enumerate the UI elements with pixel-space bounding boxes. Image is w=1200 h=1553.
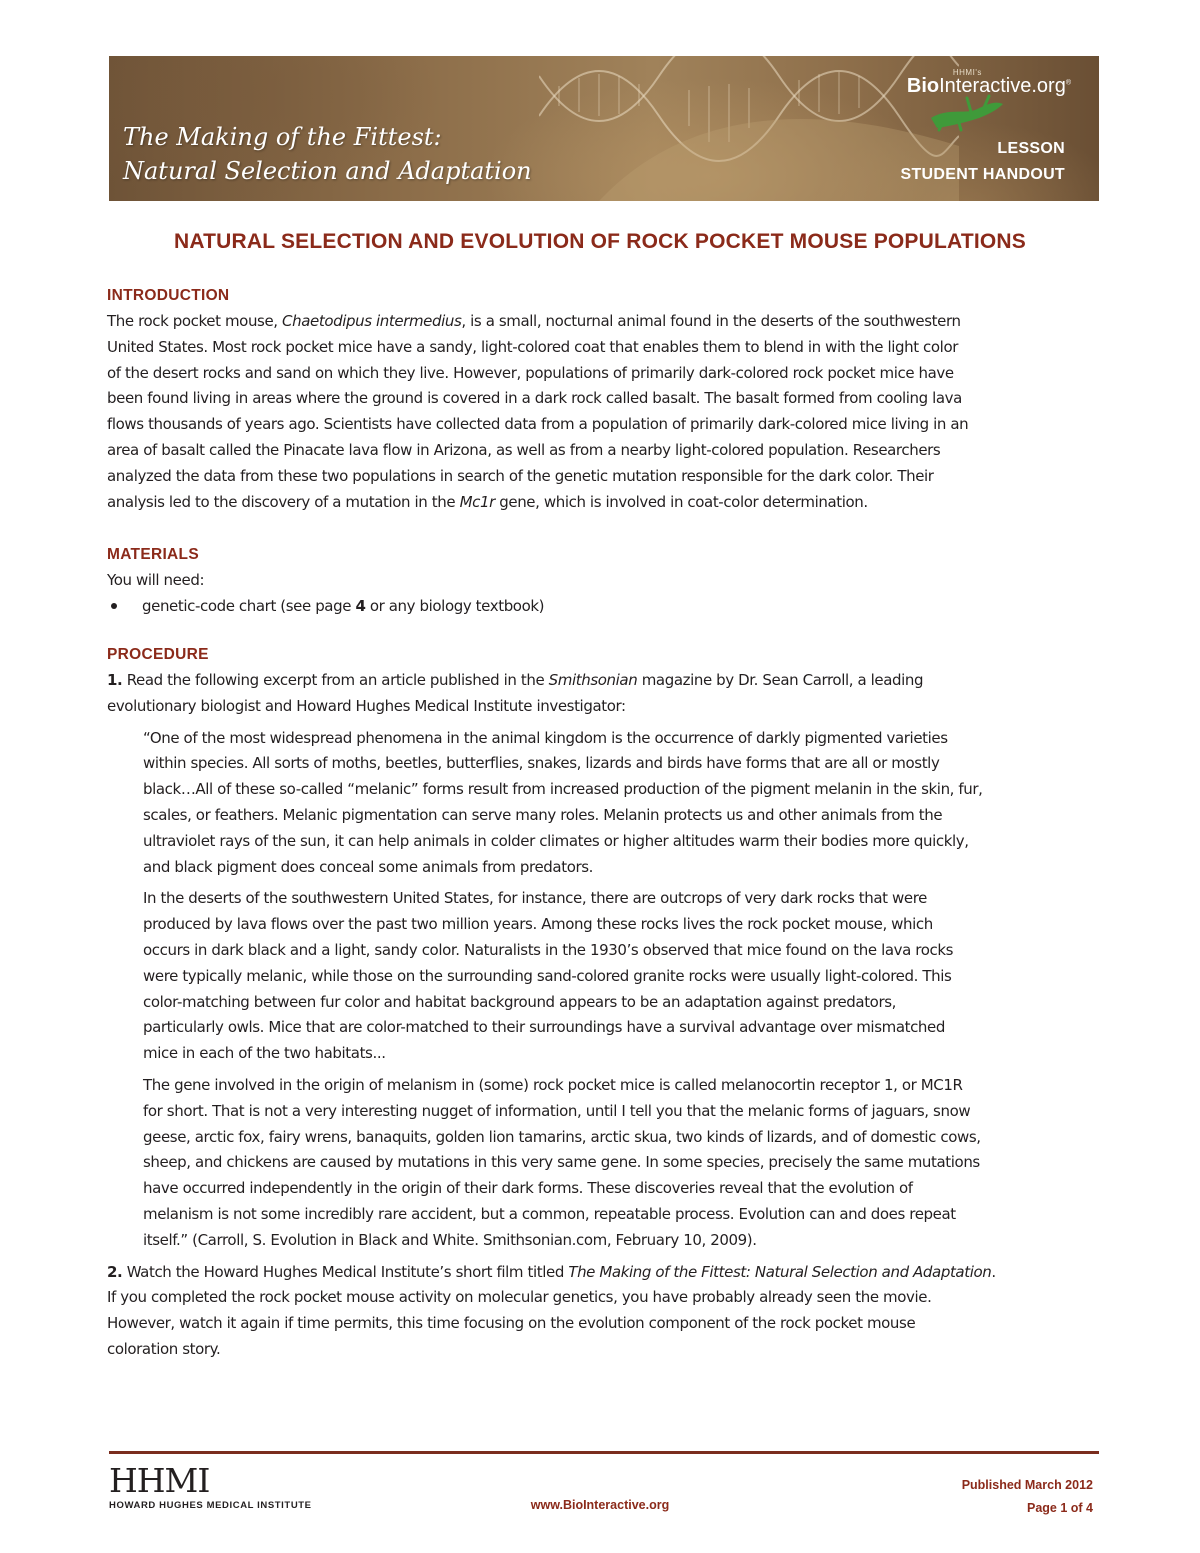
quote-line: within species. All sorts of moths, beetles, butterflies, snakes, lizards and birds have forms that are all or mostly <box>143 754 940 773</box>
intro-line: flows thousands of years ago. Scientists have collected data from a population of primarily dark-colored mice living in an <box>107 415 969 434</box>
page-number: Page 1 of 4 <box>1027 1501 1093 1515</box>
materials-paragraph <box>107 568 1099 620</box>
magazine-name: Smithsonian <box>548 671 638 689</box>
intro-line: analyzed the data from these two populations in search of the genetic mutation responsible for the dark color. Their <box>107 466 934 485</box>
banner-lesson-label <box>901 136 1066 188</box>
bullet-text: genetic-code chart (see page <box>142 596 356 615</box>
banner-title <box>123 120 532 188</box>
introduction-heading: INTRODUCTION <box>107 287 230 304</box>
quote-line: melanism is not some incredibly rare accident, but a common, repeatable process. Evolution can and does repeat <box>143 1204 956 1223</box>
step-text: Read the following excerpt from an article published in the <box>122 671 549 689</box>
step-number: 2. <box>107 1262 123 1281</box>
quote-line: geese, arctic fox, fairy wrens, banaquits, golden lion tamarins, arctic skua, two kinds of lizards, and of domestic cows, <box>143 1127 981 1146</box>
materials-need: You will need: <box>107 571 205 589</box>
film-title: The Making of the Fittest: Natural Selection and Adaptation <box>568 1262 992 1281</box>
gene-name: Mc1r <box>459 492 495 511</box>
dna-helix-graphic <box>539 56 959 201</box>
footer-divider <box>109 1451 1099 1454</box>
intro-line: area of basalt called the Pinacate lava flow in Arizona, as well as from a nearby light-colored population. Researchers <box>107 440 941 459</box>
footer-publication-info <box>962 1474 1093 1520</box>
step-line: evolutionary biologist and Howard Hughes Medical Institute investigator: <box>107 696 626 715</box>
quote-line: ultraviolet rays of the sun, it can help animals in colder climates or higher altitudes warm their bodies more quickly, <box>143 831 969 850</box>
step-line <box>107 1260 1099 1286</box>
quote-line: have occurred independently in the origin of their dark forms. These discoveries reveal that the evolution of <box>143 1179 913 1198</box>
student-handout-label: STUDENT HANDOUT <box>900 166 1065 183</box>
logo-hhmis-text: HHMI's <box>952 68 982 77</box>
step-text: Watch the Howard Hughes Medical Institute’s short film titled <box>122 1262 569 1281</box>
step-line: However, watch it again if time permits, this time focusing on the evolution component of the rock pocket mouse <box>107 1314 916 1333</box>
step-text: magazine by Dr. Sean Carroll, a leading <box>637 671 924 689</box>
quote-paragraph-2 <box>143 886 1099 1067</box>
intro-text: analysis led to the discovery of a mutation in the <box>107 492 460 511</box>
intro-line: United States. Most rock pocket mice have a sandy, light-colored coat that enables them to blend in with the light color <box>107 337 958 356</box>
published-date: Published March 2012 <box>961 1478 1093 1492</box>
materials-heading: MATERIALS <box>107 546 199 563</box>
quote-line: mice in each of the two habitats... <box>143 1044 386 1063</box>
header-banner <box>109 56 1099 201</box>
quote-line: and black pigment does conceal some animals from predators. <box>143 857 594 876</box>
intro-line: of the desert rocks and sand on which they live. However, populations of primarily dark-colored rock pocket mice have <box>107 363 954 382</box>
quote-line: particularly owls. Mice that are color-matched to their surroundings have a survival advantage over mismatched <box>143 1018 945 1037</box>
procedure-step-2 <box>107 1260 1099 1363</box>
step-line: coloration story. <box>107 1339 221 1358</box>
quote-line: scales, or feathers. Melanic pigmentation can serve many roles. Melanin protects us and other animals from the <box>143 805 943 824</box>
quote-paragraph-3 <box>143 1073 1099 1254</box>
logo-rest: Interactive.org <box>939 75 1066 97</box>
logo-tm: ® <box>1065 79 1071 87</box>
quote-line: were typically melanic, while those on the surrounding sand-colored granite rocks were usually light-colored. This <box>143 966 952 985</box>
quote-line: produced by lava flows over the past two million years. Among these rocks lives the rock pocket mouse, which <box>143 915 933 934</box>
hhmi-full-name: HOWARD HUGHES MEDICAL INSTITUTE <box>109 1500 312 1511</box>
gecko-icon <box>927 88 1007 138</box>
hhmi-logo: HHMI <box>109 1461 210 1500</box>
intro-line <box>107 490 1099 516</box>
bullet-dot <box>111 603 117 609</box>
carroll-quote <box>143 726 1099 1254</box>
banner-title-line1: The Making of the Fittest: <box>123 123 442 151</box>
banner-title-line2: Natural Selection and Adaptation <box>123 157 532 185</box>
quote-line: The gene involved in the origin of melanism in (some) rock pocket mice is called melanocortin receptor 1, or MC1R <box>143 1075 963 1094</box>
quote-paragraph-1 <box>143 726 1099 881</box>
intro-text: The rock pocket mouse, <box>107 312 283 330</box>
quote-line: “One of the most widespread phenomena in the animal kingdom is the occurrence of darkly pigmented varieties <box>143 728 948 747</box>
quote-line: In the deserts of the southwestern United States, for instance, there are outcrops of very dark rocks that were <box>143 889 927 908</box>
logo-bio: Bio <box>906 75 940 97</box>
materials-section <box>107 546 1099 620</box>
procedure-heading: PROCEDURE <box>107 646 209 663</box>
species-name: Chaetodipus intermedius <box>282 312 462 330</box>
intro-text: gene, which is involved in coat-color determination. <box>494 492 868 511</box>
step-text: . <box>991 1262 996 1281</box>
materials-bullet-item <box>107 594 1099 620</box>
quote-line: color-matching between fur color and habitat background appears to be an adaptation against predators, <box>143 992 897 1011</box>
quote-line: itself.” (Carroll, S. Evolution in Black and White. Smithsonian.com, February 10, 2009). <box>143 1230 757 1249</box>
introduction-section <box>107 287 1099 515</box>
step-number: 1. <box>107 671 123 689</box>
introduction-paragraph <box>107 309 1099 515</box>
quote-line: occurs in dark black and a light, sandy color. Naturalists in the 1930’s observed that mice found on the lava rocks <box>143 940 954 959</box>
bullet-text: or any biology textbook) <box>365 596 545 615</box>
page-ref: 4 <box>355 596 366 615</box>
step-line <box>107 668 1099 694</box>
step-line: If you completed the rock pocket mouse activity on molecular genetics, you have probably already seen the movie. <box>107 1288 932 1307</box>
intro-text: , is a small, nocturnal animal found in the deserts of the southwestern <box>461 312 961 330</box>
quote-line: black…All of these so-called “melanic” forms result from increased production of the pigment melanin in the skin, fur, <box>143 780 983 799</box>
procedure-section <box>107 646 1099 1363</box>
intro-line: been found living in areas where the ground is covered in a dark rock called basalt. The basalt formed from cooling lava <box>107 389 962 408</box>
procedure-step-1 <box>107 668 1099 720</box>
intro-line <box>107 309 1099 335</box>
page-title: NATURAL SELECTION AND EVOLUTION OF ROCK POCKET MOUSE POPULATIONS <box>173 230 1027 253</box>
lesson-label: LESSON <box>997 140 1065 157</box>
quote-line: sheep, and chickens are caused by mutations in this very same gene. In some species, precisely the same mutations <box>143 1153 980 1172</box>
quote-line: for short. That is not a very interesting nugget of information, until I tell you that the melanic forms of jaguars, snow <box>143 1101 971 1120</box>
footer-url-link[interactable]: www.BioInteractive.org <box>530 1498 670 1512</box>
